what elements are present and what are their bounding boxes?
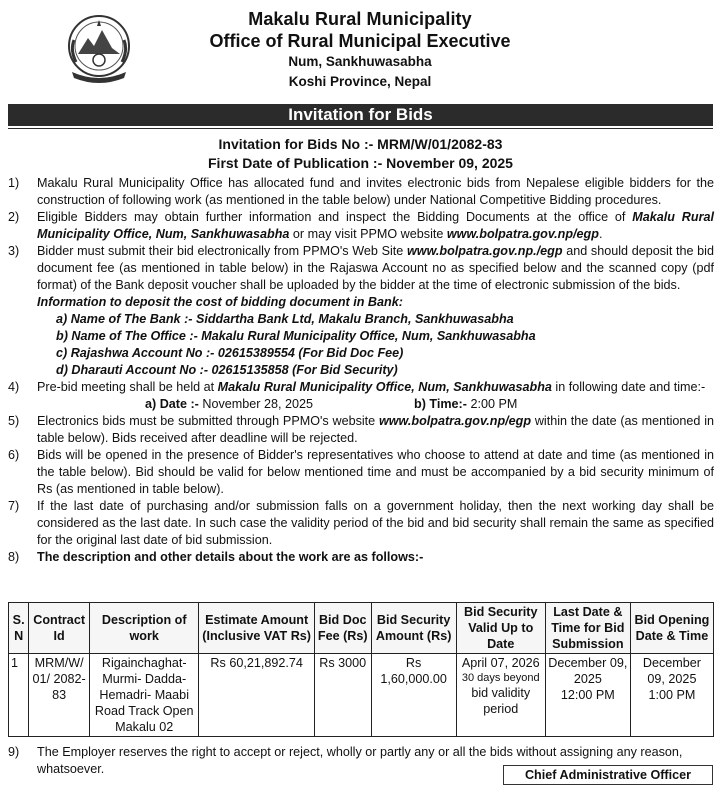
office-name: Office of Rural Municipal Executive xyxy=(209,31,511,51)
text-run: within the date (as mentioned in table below). Bids received after deadline will be rejected. xyxy=(37,414,714,445)
column-header-last-date: Last Date & Time for Bid Submission xyxy=(545,603,630,654)
paragraph-2 xyxy=(8,209,714,243)
time-value: 2:00 PM xyxy=(470,397,518,411)
paragraph-5 xyxy=(8,413,714,447)
address-line-2: Koshi Province, Nepal xyxy=(288,74,432,89)
opening-time: 1:00 PM xyxy=(648,688,696,702)
cell-estimate: Rs 60,21,892.74 xyxy=(199,654,314,737)
column-header-sn: S. N xyxy=(9,603,29,654)
paragraph-4 xyxy=(8,379,714,396)
paragraph-text xyxy=(37,209,714,243)
paragraph-7 xyxy=(8,498,714,549)
office-address-emphasis: Makalu Rural Municipality Office, Num, Sankhuwasabha xyxy=(37,210,714,241)
bank-info-title: Information to deposit the cost of bidding document in Bank: xyxy=(37,295,403,309)
cell-security: Rs 1,60,000.00 xyxy=(371,654,456,737)
publication-date: First Date of Publication :- November 09, 2025 xyxy=(208,155,513,171)
bid-number: Invitation for Bids No :- MRM/W/01/2082-83 xyxy=(218,136,503,152)
notice-title-banner: Invitation for Bids xyxy=(8,104,713,126)
paragraph-number: 1) xyxy=(8,176,20,190)
paragraph-number: 5) xyxy=(8,414,20,428)
paragraph-6 xyxy=(8,447,714,498)
text-run: Bidder must submit their bid electronically from PPMO's Web Site xyxy=(37,244,407,258)
validity-note: 30 days beyond xyxy=(461,672,540,684)
cell-description: Rigainchaghat- Murmi- Dadda- Hemadri- Maabi Road Track Open Makalu 02 xyxy=(90,654,199,737)
text-run: or may visit PPMO website xyxy=(289,227,447,241)
paragraph-number: 6) xyxy=(8,448,20,462)
validity-date: April 07, 2026 xyxy=(461,656,540,670)
cell-validity xyxy=(456,654,545,737)
paragraph-number: 9) xyxy=(8,745,20,759)
column-header-opening: Bid Opening Date & Time xyxy=(630,603,713,654)
paragraph-text xyxy=(37,243,714,294)
cell-opening xyxy=(630,654,713,737)
letterhead xyxy=(150,8,570,92)
paragraph-number: 3) xyxy=(8,244,20,258)
table-header-row xyxy=(9,603,714,654)
work-details-table xyxy=(8,602,714,737)
pre-bid-date xyxy=(145,396,414,413)
notice-body xyxy=(8,175,714,566)
municipality-name: Makalu Rural Municipality xyxy=(248,9,472,29)
opening-date: December 09, 2025 xyxy=(642,656,701,686)
paragraph-1 xyxy=(8,175,714,209)
paragraph-number: 7) xyxy=(8,499,20,513)
cell-last-date xyxy=(545,654,630,737)
paragraph-text xyxy=(37,413,714,447)
submission-date: December 09, 2025 xyxy=(548,656,628,686)
date-label: a) Date :- xyxy=(145,397,199,411)
column-header-estimate: Estimate Amount (Inclusive VAT Rs) xyxy=(199,603,314,654)
pre-bid-time xyxy=(414,396,517,413)
time-label: b) Time:- xyxy=(414,397,467,411)
text-run: . xyxy=(598,227,603,241)
paragraph-8 xyxy=(8,549,714,566)
signatory-title: Chief Administrative Officer xyxy=(503,765,713,785)
ppmo-website-link[interactable]: www.bolpatra.gov.np/egp xyxy=(446,227,599,241)
date-value: November 28, 2025 xyxy=(202,397,314,411)
dharauti-account: d) Dharauti Account No :- 02615135858 (For Bid Security) xyxy=(56,363,398,377)
column-header-description: Description of work xyxy=(90,603,199,654)
nepal-emblem-logo xyxy=(66,10,132,86)
meeting-venue: Makalu Rural Municipality Office, Num, Sankhuwasabha xyxy=(217,380,552,394)
paragraph-number: 2) xyxy=(8,210,20,224)
cell-doc-fee: Rs 3000 xyxy=(314,654,371,737)
text-run: Electronics bids must be submitted through PPMO's website xyxy=(37,414,379,428)
paragraph-text xyxy=(37,379,714,396)
column-header-doc-fee: Bid Doc Fee (Rs) xyxy=(314,603,371,654)
column-header-contract-id: Contract Id xyxy=(29,603,90,654)
paragraph-text: If the last date of purchasing and/or submission falls on a government holiday, then the next working day shall be considered as the last date. In such case the validity period of the bid and bid security shall remain the same as specified for the original last date of bid submission. xyxy=(37,499,714,547)
ppmo-website-link[interactable]: www.bolpatra.gov.np/egp xyxy=(378,414,532,428)
rajashwa-account: c) Rajashwa Account No :- 02615389554 (For Bid Doc Fee) xyxy=(56,346,404,360)
cell-contract-id: MRM/W/ 01/ 2082-83 xyxy=(29,654,90,737)
text-run: and should deposit the bid document fee (as mentioned in table below) in the Rajaswa Account no as specified below and the scanned copy (pdf format) of the Bank deposit voucher shall be uploaded by the bidder at the time of electronic submission of the bids. xyxy=(37,244,714,292)
text-run: in following date and time:- xyxy=(551,380,706,394)
column-header-security: Bid Security Amount (Rs) xyxy=(371,603,456,654)
office-name-line: b) Name of The Office :- Makalu Rural Municipality Office, Num, Sankhuwasabha xyxy=(56,329,536,343)
paragraph-3 xyxy=(8,243,714,294)
ppmo-website-link[interactable]: www.bolpatra.gov.np./egp xyxy=(406,244,563,258)
address-line-1: Num, Sankhuwasabha xyxy=(288,54,432,69)
text-run: Eligible Bidders may obtain further information and inspect the Bidding Documents at the office of xyxy=(37,210,633,224)
paragraph-number: 4) xyxy=(8,380,20,394)
column-header-validity: Bid Security Valid Up to Date xyxy=(456,603,545,654)
cell-sn: 1 xyxy=(9,654,29,737)
paragraph-text: Makalu Rural Municipality Office has allocated fund and invites electronic bids from Nepalese eligible bidders for the construction of following work (as mentioned in the table below) under National Competitive Bidding procedures. xyxy=(37,176,714,207)
pre-bid-date-row xyxy=(145,396,714,413)
paragraph-number: 8) xyxy=(8,550,20,564)
paragraph-text: Bids will be opened in the presence of Bidder's representatives who choose to attend at date and time (as mentioned in the table below). Bid should be valid for below mentioned time and must be accompanied by a bid security minimum of Rs (as mentioned in table below). xyxy=(37,448,714,496)
submission-time: 12:00 PM xyxy=(560,688,615,702)
validity-note-2: bid validity period xyxy=(471,686,531,716)
paragraph-text: The Employer reserves the right to accept or reject, wholly or partly any or all the bids without assigning any reason, whatsoever. xyxy=(37,745,683,776)
text-run: Pre-bid meeting shall be held at xyxy=(37,380,218,394)
bank-name: a) Name of The Bank :- Siddartha Bank Ltd, Makalu Branch, Sankhuwasabha xyxy=(56,312,514,326)
paragraph-text: The description and other details about the work are as follows:- xyxy=(37,550,424,564)
table-row xyxy=(9,654,714,737)
